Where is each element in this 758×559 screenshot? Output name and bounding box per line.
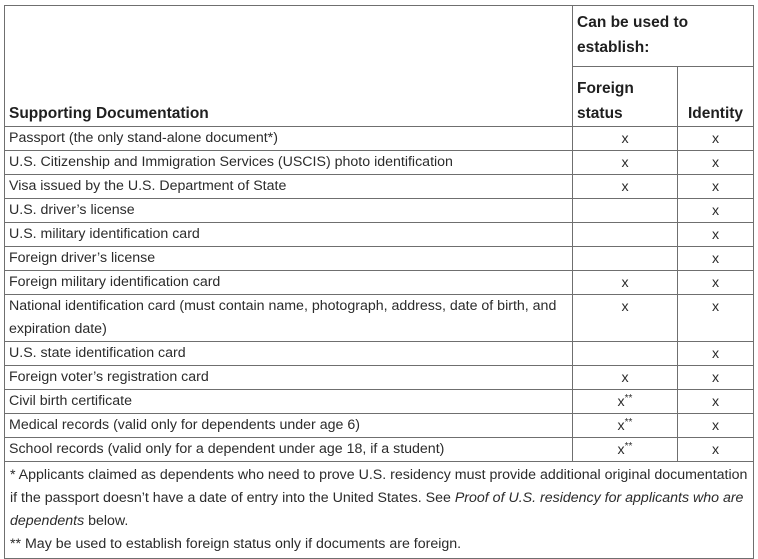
identity-mark: x: [678, 247, 754, 271]
document-name: Passport (the only stand-alone document*): [5, 127, 573, 151]
table-row: [5, 175, 754, 199]
table-row: [5, 414, 754, 438]
table-row: [5, 438, 754, 462]
foreign-status-mark: x**: [573, 390, 678, 414]
document-name: Medical records (valid only for dependents under age 6): [5, 414, 573, 438]
header-can-be-used-to-establish: Can be used to establish:: [573, 6, 754, 67]
foreign-status-mark: [573, 247, 678, 271]
table-row: [5, 295, 754, 342]
identity-mark: x: [678, 366, 754, 390]
header-identity: Identity: [678, 67, 754, 127]
footnotes: [5, 462, 754, 559]
document-name: U.S. Citizenship and Immigration Services (USCIS) photo identification: [5, 151, 573, 175]
document-name: U.S. military identification card: [5, 223, 573, 247]
document-name: National identification card (must contain name, photograph, address, date of birth, and expiration date): [5, 295, 573, 342]
table-row: [5, 366, 754, 390]
foreign-only-note-mark: **: [624, 417, 633, 428]
foreign-status-mark: x: [573, 175, 678, 199]
identity-mark: x: [678, 414, 754, 438]
foreign-status-mark: x: [573, 295, 678, 342]
supporting-documentation-table: [4, 5, 754, 559]
table-row: [5, 342, 754, 366]
identity-mark: x: [678, 271, 754, 295]
header-foreign-status: Foreign status: [573, 67, 678, 127]
foreign-status-mark: x: [573, 127, 678, 151]
foreign-status-mark: x: [573, 271, 678, 295]
identity-mark: x: [678, 295, 754, 342]
document-name: Foreign voter’s registration card: [5, 366, 573, 390]
document-name: Civil birth certificate: [5, 390, 573, 414]
identity-mark: x: [678, 199, 754, 223]
identity-mark: x: [678, 223, 754, 247]
foreign-status-mark: [573, 342, 678, 366]
table-row: [5, 199, 754, 223]
document-name: U.S. state identification card: [5, 342, 573, 366]
header-supporting-documentation: Supporting Documentation: [5, 6, 573, 127]
document-name: Foreign military identification card: [5, 271, 573, 295]
foreign-status-mark: [573, 223, 678, 247]
document-name: School records (valid only for a dependent under age 18, if a student): [5, 438, 573, 462]
residency-reference: Proof of U.S. residency for applicants who are dependents: [10, 490, 744, 529]
foreign-only-note-mark: **: [624, 441, 633, 452]
identity-mark: x: [678, 438, 754, 462]
table-row: [5, 127, 754, 151]
table-row: [5, 271, 754, 295]
identity-mark: x: [678, 390, 754, 414]
document-name: Foreign driver’s license: [5, 247, 573, 271]
table-row: [5, 151, 754, 175]
table-row: [5, 247, 754, 271]
foreign-status-mark: x**: [573, 438, 678, 462]
identity-mark: x: [678, 175, 754, 199]
identity-mark: x: [678, 151, 754, 175]
foreign-only-note-mark: **: [624, 393, 633, 404]
foreign-status-mark: x**: [573, 414, 678, 438]
document-name: Visa issued by the U.S. Department of State: [5, 175, 573, 199]
footnote-dependents: * Applicants claimed as dependents who need to prove U.S. residency must provide additional original documentation if the passport doesn’t have a date of entry into the United States. See Proof of U.S. residency for applicants who are dependents below.: [10, 467, 748, 529]
footnote-foreign-only: ** May be used to establish foreign status only if documents are foreign.: [10, 536, 462, 552]
table-row: [5, 390, 754, 414]
foreign-status-mark: [573, 199, 678, 223]
identity-mark: x: [678, 342, 754, 366]
document-name: U.S. driver’s license: [5, 199, 573, 223]
table-row: [5, 223, 754, 247]
foreign-status-mark: x: [573, 151, 678, 175]
foreign-status-mark: x: [573, 366, 678, 390]
identity-mark: x: [678, 127, 754, 151]
